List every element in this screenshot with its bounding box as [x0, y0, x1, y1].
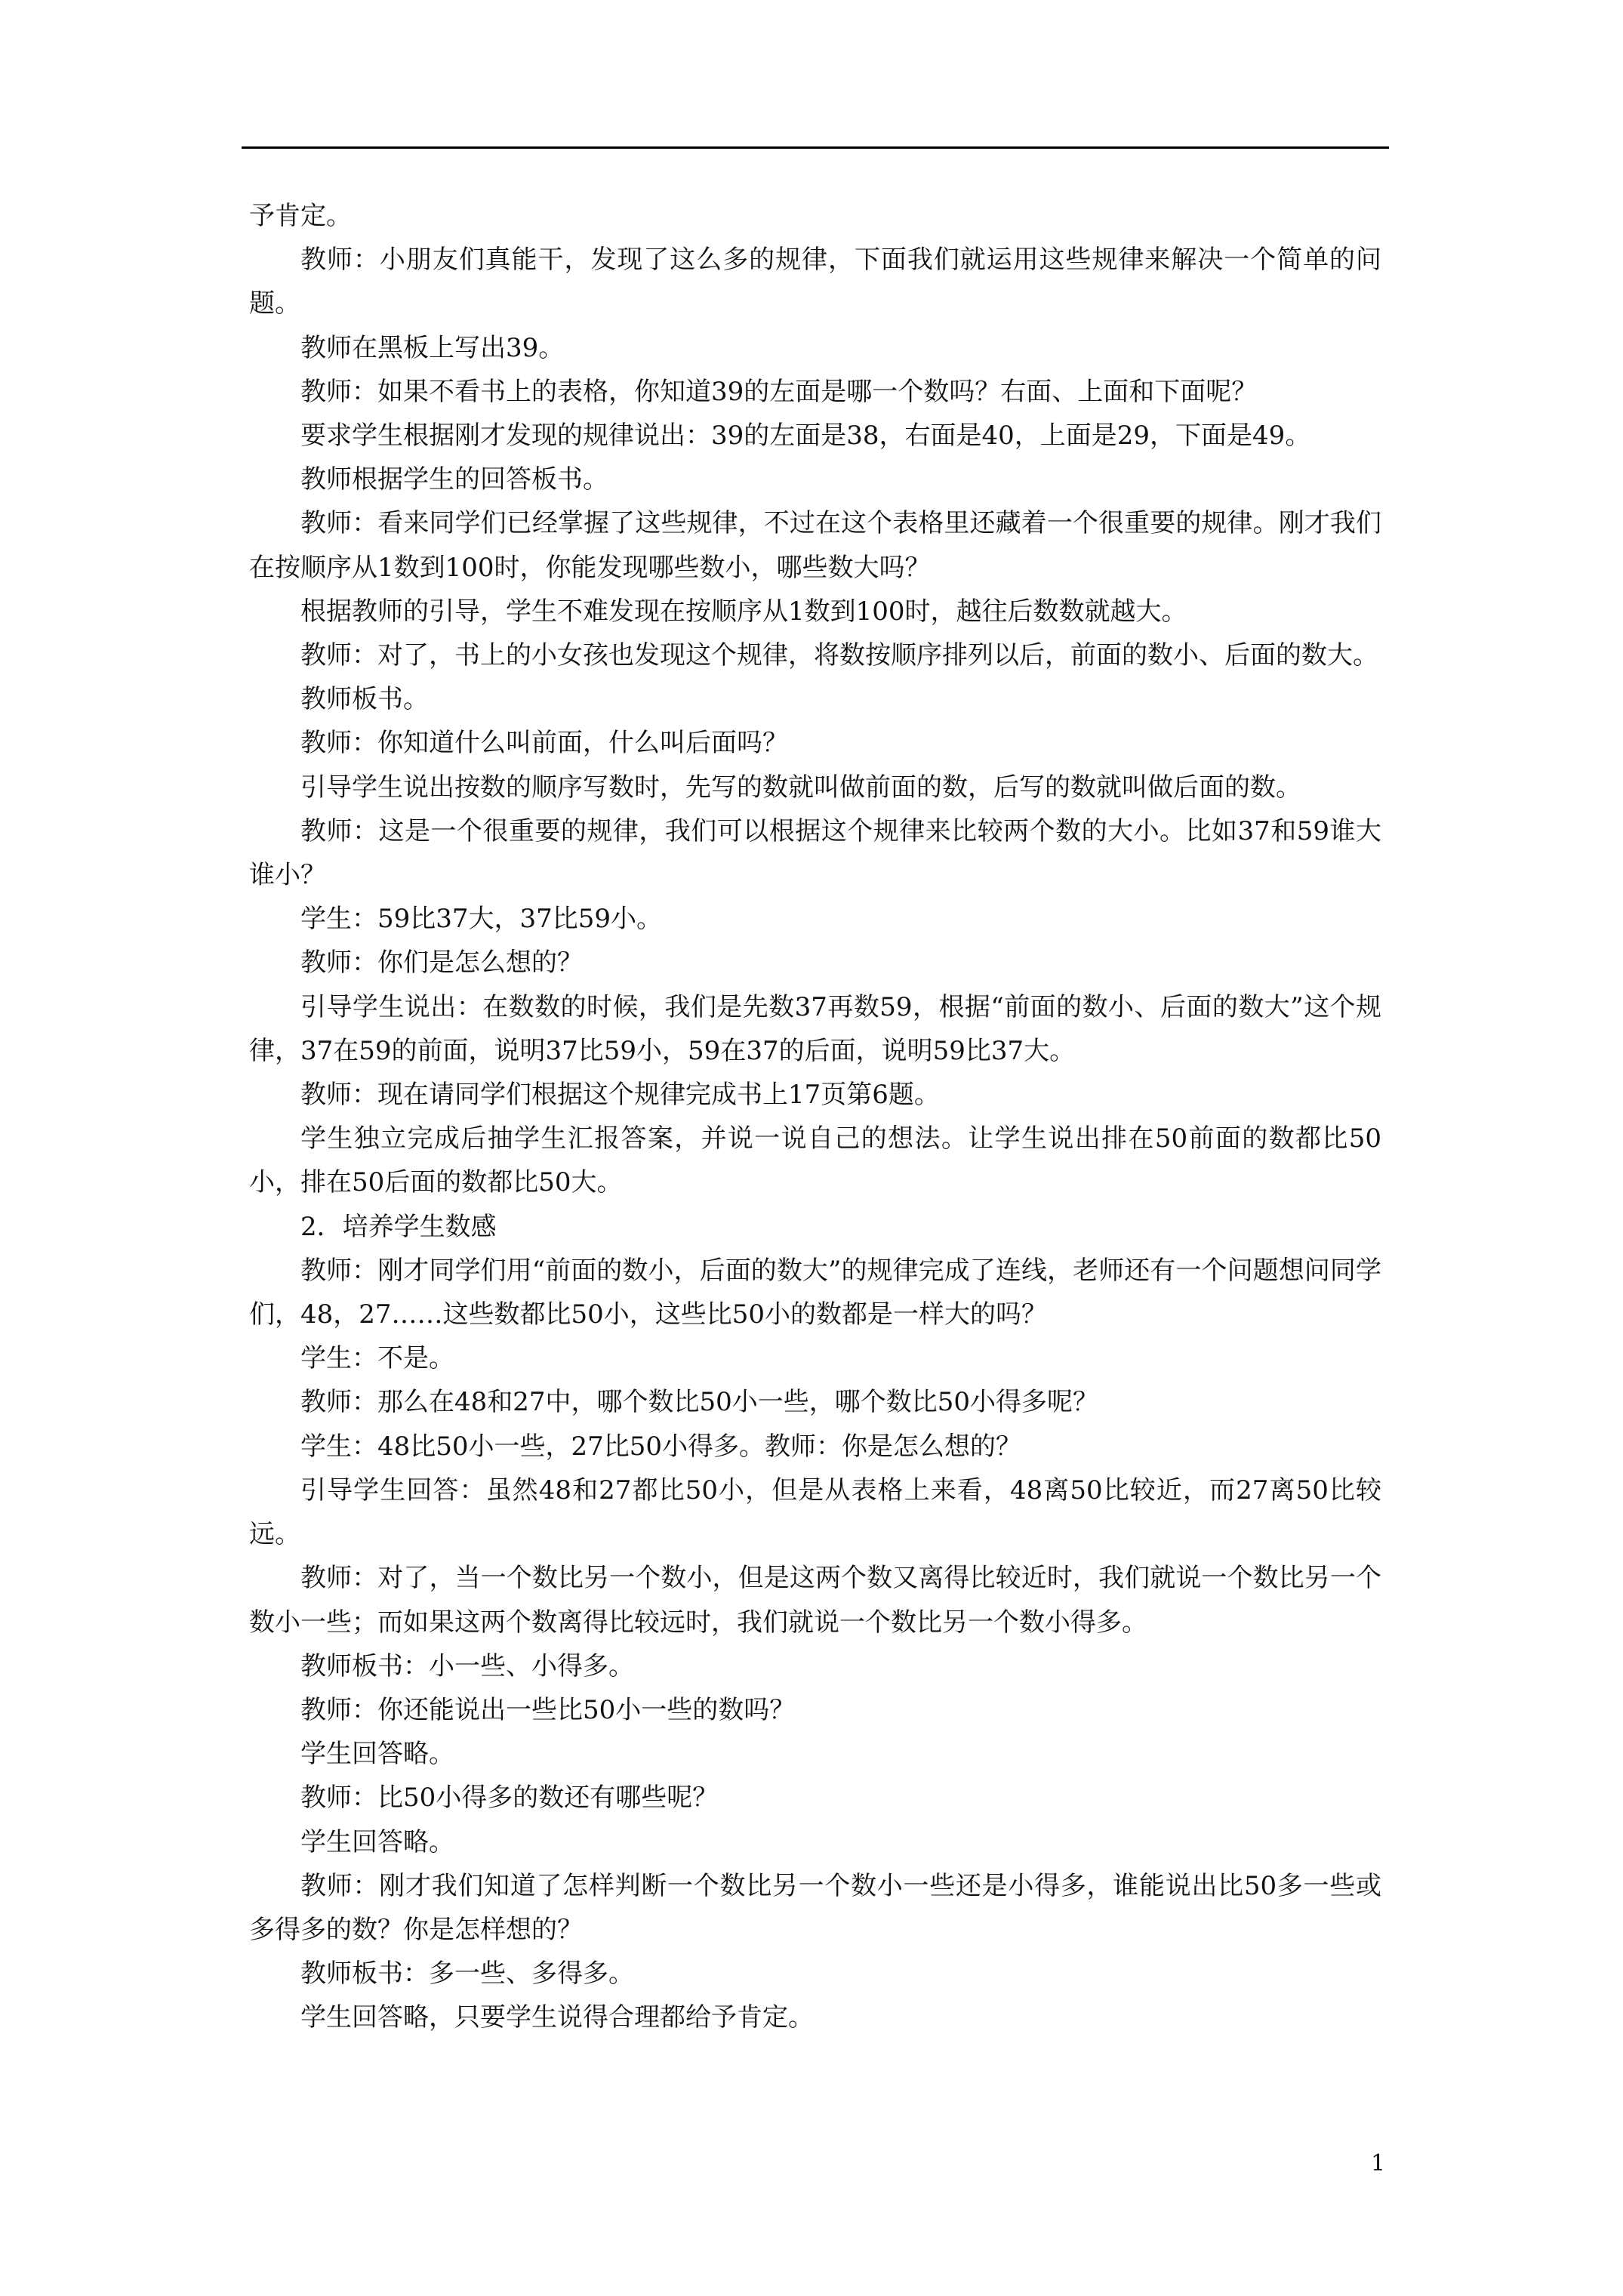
paragraph: 教师：你知道什么叫前面，什么叫后面吗？ — [300, 728, 788, 759]
paragraph: 教师：刚才同学们用“前面的数小，后面的数大”的规律完成了连线，老师还有一个问题想问同学们，48，27……这些数都比50小，这些比50小的数都是一样大的吗？ — [249, 1255, 1381, 1330]
paragraph: 教师：对了，当一个数比另一个数小，但是这两个数又离得比较近时，我们就说一个数比另一个数小一些；而如果这两个数离得比较远时，我们就说一个数比另一个数小得多。 — [249, 1563, 1381, 1638]
paragraph: 学生：不是。 — [300, 1343, 454, 1374]
paragraph: 教师：你们是怎么想的？ — [300, 948, 583, 978]
paragraph: 根据教师的引导，学生不难发现在按顺序从1数到100时，越往后数数就越大。 — [300, 596, 1187, 627]
paragraph: 教师：看来同学们已经掌握了这些规律，不过在这个表格里还藏着一个很重要的规律。刚才我们在按顺序从1数到100时，你能发现哪些数小，哪些数大吗？ — [249, 508, 1381, 583]
paragraph: 学生：59比37大，37比59小。 — [300, 904, 663, 935]
paragraph: 教师：现在请同学们根据这个规律完成书上17页第6题。 — [300, 1080, 940, 1111]
paragraph: 引导学生说出按数的顺序写数时，先写的数就叫做前面的数，后写的数就叫做后面的数。 — [300, 772, 1301, 803]
document-body — [249, 194, 1381, 2040]
page-number: 1 — [1371, 2150, 1386, 2177]
paragraph: 学生回答略。 — [300, 1826, 454, 1857]
paragraph: 教师在黑板上写出39。 — [300, 332, 565, 363]
header-rule — [242, 146, 1389, 149]
paragraph: 2．培养学生数感 — [300, 1211, 497, 1242]
paragraph: 学生回答略。 — [300, 1739, 454, 1770]
paragraph: 教师：对了，书上的小女孩也发现这个规律，将数按顺序排列以后，前面的数小、后面的数大。 — [300, 640, 1378, 671]
paragraph: 予肯定。 — [249, 201, 352, 231]
paragraph: 引导学生说出：在数数的时候，我们是先数37再数59，根据“前面的数小、后面的数大”这个规律，37在59的前面，说明37比59小，59在37的后面，说明59比37大。 — [249, 991, 1381, 1066]
paragraph: 要求学生根据刚才发现的规律说出：39的左面是38，右面是40，上面是29，下面是49。 — [300, 421, 1311, 451]
paragraph: 教师：刚才我们知道了怎样判断一个数比另一个数小一些还是小得多，谁能说出比50多一些或多得多的数？你是怎样想的？ — [249, 1870, 1381, 1945]
paragraph: 教师：你还能说出一些比50小一些的数吗？ — [300, 1694, 796, 1725]
paragraph: 学生：48比50小一些，27比50小得多。教师：你是怎么想的？ — [300, 1431, 1022, 1462]
paragraph: 教师板书：小一些、小得多。 — [300, 1650, 634, 1681]
paragraph: 教师：那么在48和27中，哪个数比50小一些，哪个数比50小得多呢？ — [300, 1387, 1099, 1418]
paragraph: 教师：小朋友们真能干，发现了这么多的规律，下面我们就运用这些规律来解决一个简单的问题。 — [249, 245, 1381, 319]
paragraph: 引导学生回答：虽然48和27都比50小，但是从表格上来看，48离50比较近，而27离50比较远。 — [249, 1475, 1381, 1550]
paragraph: 教师板书：多一些、多得多。 — [300, 1959, 634, 1989]
paragraph: 教师：这是一个很重要的规律，我们可以根据这个规律来比较两个数的大小。比如37和59谁大谁小？ — [249, 815, 1381, 891]
paragraph: 学生独立完成后抽学生汇报答案，并说一说自己的想法。让学生说出排在50前面的数都比50小，排在50后面的数都比50大。 — [249, 1123, 1381, 1198]
paragraph: 学生回答略，只要学生说得合理都给予肯定。 — [300, 2002, 814, 2033]
paragraph: 教师：如果不看书上的表格，你知道39的左面是哪一个数吗？右面、上面和下面呢？ — [300, 376, 1258, 407]
paragraph: 教师板书。 — [300, 684, 429, 715]
paragraph: 教师根据学生的回答板书。 — [300, 464, 608, 495]
paragraph: 教师：比50小得多的数还有哪些呢？ — [300, 1783, 719, 1814]
